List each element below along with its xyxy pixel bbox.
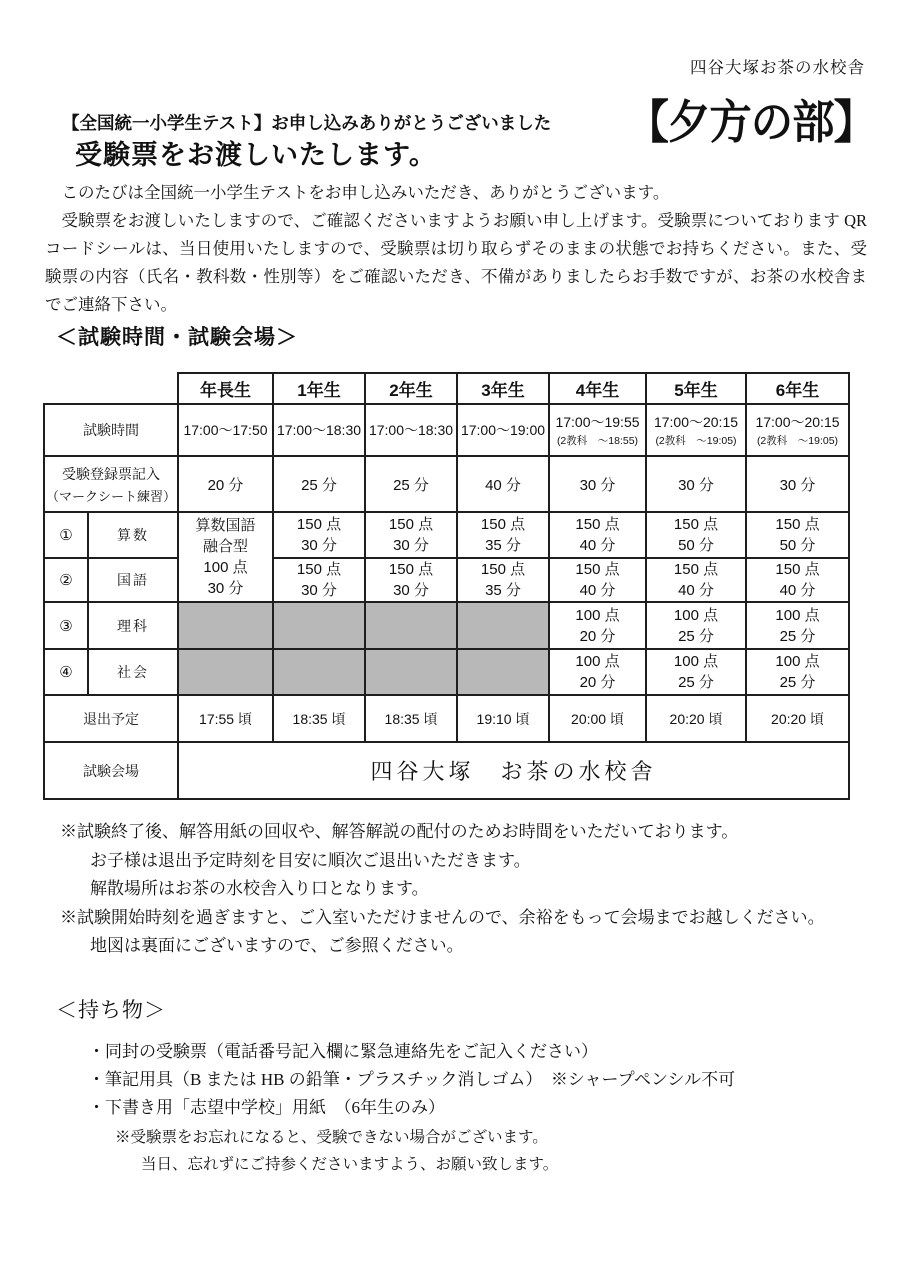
session-badge: 【夕方の部】 (626, 96, 875, 148)
col-header-grade2: 2年生 (365, 373, 457, 404)
registration-minutes-cell: 40 分 (457, 456, 549, 512)
registration-minutes-cell: 30 分 (646, 456, 746, 512)
time-cell: 17:00～19:55 (2教科 ～18:55) (549, 404, 646, 456)
row-japanese (44, 558, 905, 602)
row-label-science: 理科 (88, 602, 178, 649)
note-line: ※試験終了後、解答用紙の回収や、解答解説の配付のためお時間をいただいております。 (60, 822, 739, 841)
registration-minutes-cell: 25 分 (365, 456, 457, 512)
math-score-cell: 150 点 40 分 (549, 512, 646, 558)
row-label-exit-time: 退出予定 (44, 695, 178, 742)
exit-time-cell: 18:35 頃 (365, 695, 457, 742)
row-label-exam-time: 試験時間 (44, 404, 178, 456)
japanese-score-cell: 150 点 40 分 (746, 558, 849, 602)
science-score-cell: 100 点 25 分 (746, 602, 849, 649)
row-social-studies (44, 649, 905, 695)
math-score-cell: 150 点 50 分 (646, 512, 746, 558)
japanese-score-cell: 150 点 30 分 (365, 558, 457, 602)
exit-time-cell: 20:00 頃 (549, 695, 646, 742)
not-applicable-cell (178, 649, 273, 695)
time-cell: 17:00～17:50 (178, 404, 273, 456)
row-number-1: ① (44, 512, 88, 558)
japanese-score-cell: 150 点 40 分 (549, 558, 646, 602)
col-header-grade4: 4年生 (549, 373, 646, 404)
not-applicable-cell (457, 649, 549, 695)
row-label-registration: 受験登録票記入 （マークシート練習） (44, 456, 178, 512)
not-applicable-cell (273, 602, 365, 649)
kindergarten-combined-cell: 算数国語 融合型 100 点 30 分 (178, 512, 273, 602)
belongings-warning: ※受験票をお忘れになると、受験できない場合がございます。 (115, 1129, 548, 1146)
registration-minutes-cell: 25 分 (273, 456, 365, 512)
not-applicable-cell (457, 602, 549, 649)
exit-time-cell: 18:35 頃 (273, 695, 365, 742)
row-number-3: ③ (44, 602, 88, 649)
math-score-cell: 150 点 30 分 (365, 512, 457, 558)
section-title-exam: ＜試験時間・試験会場＞ (56, 326, 298, 349)
japanese-score-cell: 150 点 35 分 (457, 558, 549, 602)
row-exam-time (44, 404, 905, 456)
thanks-line: 【全国統一小学生テスト】お申し込みありがとうございました (62, 113, 552, 133)
row-label-japanese: 国語 (88, 558, 178, 602)
row-label-math: 算数 (88, 512, 178, 558)
note-line: お子様は退出予定時刻を目安に順次ご退出いただきます。 (90, 850, 531, 870)
col-header-grade3: 3年生 (457, 373, 549, 404)
not-applicable-cell (273, 649, 365, 695)
belongings-item: ・筆記用具（B または HB の鉛筆・プラスチック消しゴム） ※シャープペンシル不可 (88, 1070, 736, 1089)
time-cell: 17:00～20:15 (2教科 ～19:05) (646, 404, 746, 456)
time-cell: 17:00～20:15 (2教科 ～19:05) (746, 404, 849, 456)
exam-schedule-table (43, 372, 905, 800)
note-line: ※試験開始時刻を過ぎますと、ご入室いただけませんので、余裕をもって会場までお越しください。 (60, 907, 825, 927)
exit-time-cell: 17:55 頃 (178, 695, 273, 742)
col-header-kindergarten: 年長生 (178, 373, 273, 404)
time-cell: 17:00～19:00 (457, 404, 549, 456)
math-score-cell: 150 点 30 分 (273, 512, 365, 558)
intro-paragraph-2: 受験票をお渡しいたしますので、ご確認くださいますようお願い申し上げます。受験票についております QR コードシールは、当日使用いたしますので、受験票は切り取らずそのままの状態でお持ちください。また、受験票の内容（氏名・教科数・性別等）をご確認いただき、不備がありましたらお手数ですが、お茶の水校舎までご連絡下さい。 (45, 211, 867, 314)
time-cell: 17:00～18:30 (365, 404, 457, 456)
time-cell: 17:00～18:30 (273, 404, 365, 456)
not-applicable-cell (365, 602, 457, 649)
japanese-score-cell: 150 点 30 分 (273, 558, 365, 602)
belongings-item: ・同封の受験票（電話番号記入欄に緊急連絡先をご記入ください） (88, 1042, 598, 1061)
row-number-4: ④ (44, 649, 88, 695)
social-score-cell: 100 点 20 分 (549, 649, 646, 695)
row-exit-time (44, 695, 905, 742)
row-math (44, 512, 905, 558)
row-science (44, 602, 905, 649)
exit-time-cell: 20:20 頃 (646, 695, 746, 742)
intro-paragraph-1: このたびは全国統一小学生テストをお申し込みいただき、ありがとうございます。 (61, 183, 670, 202)
col-header-grade5: 5年生 (646, 373, 746, 404)
row-label-social-studies: 社会 (88, 649, 178, 695)
header-spacer (44, 373, 178, 404)
row-label-venue: 試験会場 (44, 742, 178, 799)
section-title-belongings: ＜持ち物＞ (56, 998, 166, 1022)
not-applicable-cell (178, 602, 273, 649)
registration-minutes-cell: 30 分 (549, 456, 646, 512)
belongings-item: ・下書き用「志望中学校」用紙 （6年生のみ） (88, 1098, 445, 1117)
table-header-row (44, 373, 905, 404)
school-name: 四谷大塚お茶の水校舎 (690, 58, 865, 77)
note-line: 解散場所はお茶の水校舎入り口となります。 (90, 879, 429, 898)
row-venue (44, 742, 905, 799)
registration-minutes-cell: 20 分 (178, 456, 273, 512)
belongings-list (88, 1038, 735, 1178)
math-score-cell: 150 点 50 分 (746, 512, 849, 558)
belongings-warning: 当日、忘れずにご持参くださいますよう、お願い致します。 (141, 1156, 559, 1173)
venue-value: 四谷大塚 お茶の水校舎 (178, 742, 849, 799)
exit-time-cell: 19:10 頃 (457, 695, 549, 742)
social-score-cell: 100 点 25 分 (746, 649, 849, 695)
registration-minutes-cell: 30 分 (746, 456, 849, 512)
row-registration (44, 456, 905, 512)
intro-section (45, 179, 867, 319)
note-line: 地図は裏面にございますので、ご参照ください。 (90, 936, 464, 955)
row-number-2: ② (44, 558, 88, 602)
math-score-cell: 150 点 35 分 (457, 512, 549, 558)
page-title: 受験票をお渡しいたします。 (75, 140, 437, 170)
col-header-grade1: 1年生 (273, 373, 365, 404)
science-score-cell: 100 点 20 分 (549, 602, 646, 649)
exit-time-cell: 20:20 頃 (746, 695, 849, 742)
social-score-cell: 100 点 25 分 (646, 649, 746, 695)
notes-section (60, 818, 825, 961)
not-applicable-cell (365, 649, 457, 695)
col-header-grade6: 6年生 (746, 373, 849, 404)
japanese-score-cell: 150 点 40 分 (646, 558, 746, 602)
science-score-cell: 100 点 25 分 (646, 602, 746, 649)
